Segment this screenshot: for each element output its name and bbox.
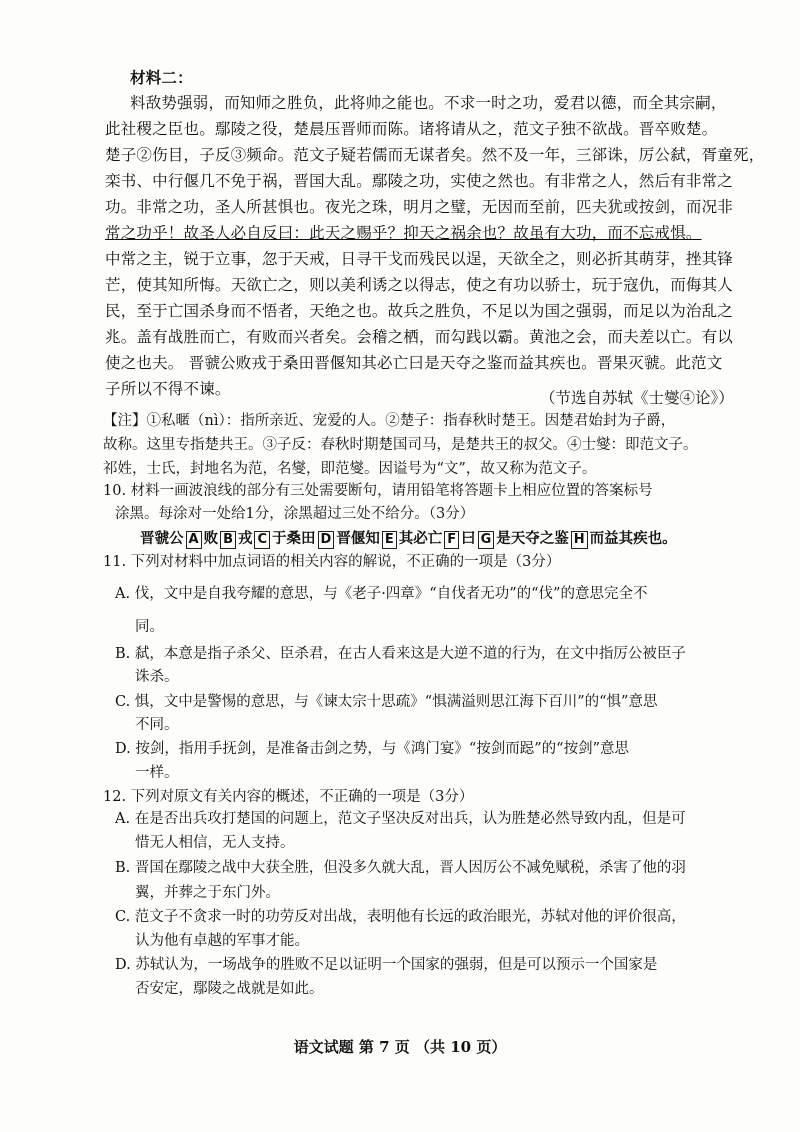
- answer-label-H[interactable]: H: [571, 531, 588, 549]
- q11-option-a-cont: 同。: [135, 619, 164, 635]
- q10-stem: 10. 材料一画波浪线的部分有三处需要断句，请用铅笔将答题卡上相应位置的答案标号: [103, 483, 653, 499]
- q12-option-c: C. 范文子不贪求一时的功劳反对出战，表明他有长远的政治眼光，苏轼对他的评价很高，: [115, 909, 686, 925]
- q11-option-d-cont: 一样。: [135, 765, 179, 781]
- q11-stem: 11. 下列对材料中加点词语的相关内容的解说，不正确的一项是（3分）: [103, 554, 561, 570]
- answer-label-C[interactable]: C: [254, 531, 270, 549]
- q10-answer-line: [140, 528, 677, 550]
- q12-option-d-cont: 否安定，鄢陵之战就是如此。: [135, 981, 324, 997]
- q11-option-b: B. 弑，本意是指子杀父、臣杀君，在古人看来这是大逆不道的行为，在文中指厉公被臣子: [115, 646, 686, 662]
- q12-option-b: B. 晋国在鄢陵之战中大获全胜，但没多久就大乱，晋人因厉公不减免赋税，杀害了他的羽: [115, 860, 686, 876]
- material-line: 芒，使其知所悔。天欲亡之，则以美利诱之以得志，使之有功以骄士，玩于寇仇，而侮其人: [105, 276, 734, 294]
- material-line: 料敌势强弱，而知师之胜负，此将帅之能也。不求一时之功，爱君以德，而全其宗嗣，: [130, 94, 727, 112]
- q12-stem: 12. 下列对原文有关内容的概述，不正确的一项是（3分）: [103, 789, 474, 805]
- q10-segment: 而益其疾也。: [589, 530, 677, 547]
- answer-label-E[interactable]: E: [382, 531, 397, 549]
- q11-option-c-cont: 不同。: [135, 717, 179, 733]
- answer-label-F[interactable]: F: [444, 531, 459, 549]
- answer-label-B[interactable]: B: [220, 531, 236, 549]
- material-line: 此社稷之臣也。鄢陵之役，楚晨压晋师而陈。诸将请从之，范文子独不欲战。晋卒败楚。: [105, 120, 718, 138]
- q11-option-a: A. 伐，文中是自我夸耀的意思，与《老子·四章》“自伐者无功”的“伐”的意思完全不: [115, 586, 648, 602]
- q10-segment: 是天夺之鉴: [496, 530, 569, 547]
- answer-label-A[interactable]: A: [186, 531, 202, 549]
- q12-option-b-cont: 翼，并葬之于东门外。: [135, 885, 280, 901]
- answer-label-D[interactable]: D: [318, 531, 335, 549]
- q12-option-a: A. 在是否出兵攻打楚国的问题上，范文子坚决反对出兵，认为胜楚必然导致内乱，但是可: [115, 811, 686, 827]
- q11-option-d: D. 按剑，指用手抚剑，是准备击剑之势，与《鸿门宴》“按剑而跽”的“按剑”意思: [115, 741, 629, 757]
- q10-segment: 于桑田: [272, 530, 316, 547]
- note-line: 故称。这里专指楚共王。③子反：春秋时期楚国司马，是楚共王的叔父。④士燮：即范文子。: [103, 437, 698, 453]
- material-line-underlined: 常之功乎！故圣人必自反曰：此天之赐乎？抑天之祸余也？故虽有大功，而不忘戒惧。: [105, 224, 702, 242]
- q10-segment: 曰: [461, 530, 476, 547]
- material-line: 栾书、中行偃几不免于祸，晋国大乱。鄢陵之功，实使之然也。有非常之人，然后有非常之: [105, 172, 734, 190]
- q12-option-c-cont: 认为他有卓越的军事才能。: [135, 933, 309, 949]
- material-line: 中常之主，锐于立事，忽于天戒，日寻干戈而残民以逞，天欲全之，则必折其萌芽，挫其锋: [105, 250, 734, 268]
- material-line: 楚子②伤目，子反③频命。范文子疑若儒而无谋者矣。然不及一年，三郤诛，厉公弑，胥童死，: [105, 146, 765, 164]
- material-line: 子所以不得不谏。: [105, 380, 231, 398]
- q12-option-a-cont: 惜无人相信，无人支持。: [135, 835, 295, 851]
- material-line: 兆。盖有战胜而亡，有败而兴者矣。会稽之栖，而勾践以霸。黄池之会，而夫差以亡。有以: [105, 328, 734, 346]
- source-citation: （节选自苏轼《士燮④论》）: [540, 389, 734, 407]
- material-line-wavy: 使之也夫。 晋虢公败戎于桑田晋偃知其必亡曰是天夺之鉴而益其疾也。晋果灭虢。此范文: [105, 354, 723, 372]
- page-footer: 语文试题 第 7 页 （共 10 页）: [293, 1038, 507, 1056]
- q10-segment: 其必亡: [398, 530, 443, 547]
- q11-option-b-cont: 诛杀。: [135, 669, 179, 685]
- answer-label-G[interactable]: G: [478, 531, 495, 549]
- material-heading: 材料二：: [130, 68, 193, 87]
- q12-option-d: D. 苏轼认为，一场战争的胜败不足以证明一个国家的强弱，但是可以预示一个国家是: [115, 957, 658, 973]
- note-line: 祁姓，士氏，封地名为范，名燮，即范燮。因谥号为“文”，故又称为范文子。: [103, 461, 597, 477]
- q10-segment: 败: [203, 530, 219, 547]
- q10-segment: 晋虢公: [140, 530, 184, 547]
- q10-segment: 晋偃知: [336, 530, 380, 547]
- q10-segment: 戎: [237, 530, 253, 547]
- q11-option-c: C. 惧，文中是警惕的意思，与《谏太宗十思疏》“惧满溢则思江海下百川”的“惧”意思: [115, 694, 658, 710]
- q10-stem-cont: 涂黑。每涂对一处给1分，涂黑超过三处不给分。（3分）: [115, 506, 475, 522]
- material-line: 民，至于亡国杀身而不悟者，天绝之也。故兵之胜负，不足以为国之强弱，而足以为治乱之: [105, 302, 734, 320]
- material-line: 功。非常之功，圣人所甚惧也。夜光之珠，明月之璧，无因而至前，匹夫犹或按剑，而况非: [105, 198, 734, 216]
- note-line: 【注】①私暱（nì）：指所亲近、宠爱的人。②楚子：指春秋时楚王。因楚君始封为子爵，: [103, 413, 676, 429]
